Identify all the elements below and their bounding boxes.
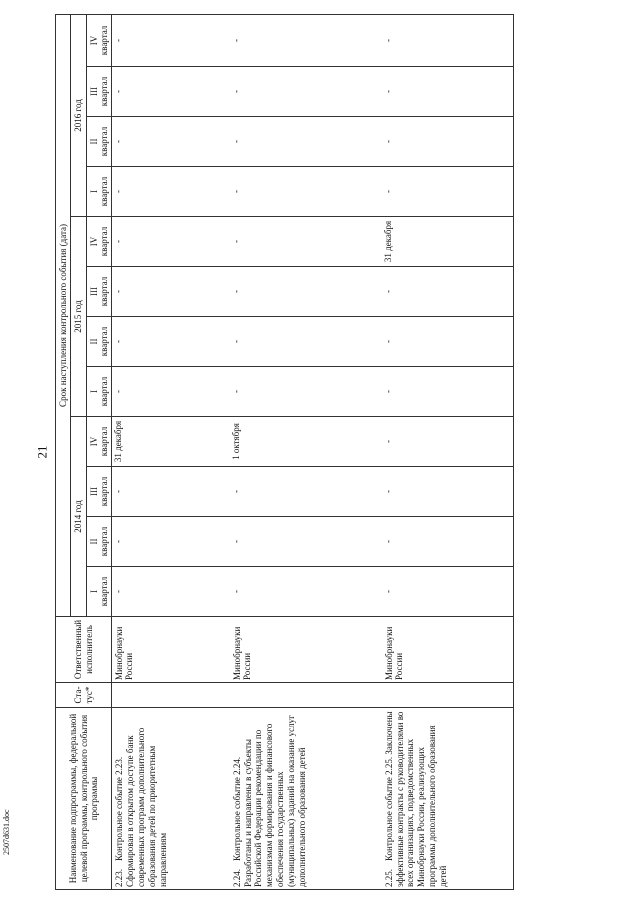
page-number: 21 <box>34 445 50 459</box>
event-name: 2.25.Контрольное событие 2.25. Заключены эффективные контракты с руководителями во всех организациях, подведомственных Минобрнауки России, реализующих программы дополнительного образования детей <box>382 708 514 890</box>
date-cell: - <box>112 14 230 66</box>
date-cell: - <box>112 367 230 417</box>
date-cell: - <box>382 567 514 617</box>
date-cell: - <box>112 567 230 617</box>
table-row <box>112 14 230 889</box>
date-cell: - <box>230 517 382 567</box>
header-quarter: III квартал <box>86 467 112 517</box>
date-cell: - <box>230 567 382 617</box>
date-cell: - <box>382 117 514 167</box>
date-cell: - <box>112 167 230 217</box>
date-cell: - <box>230 14 382 66</box>
date-cell: 31 декабря <box>112 417 230 467</box>
rotated-sheet <box>55 15 615 890</box>
date-cell: - <box>112 217 230 267</box>
date-cell: - <box>230 317 382 367</box>
date-cell: - <box>382 367 514 417</box>
document-code: 2507d631.doc <box>2 809 11 855</box>
header-row-top <box>56 14 71 889</box>
date-cell: - <box>382 467 514 517</box>
date-cell: - <box>382 14 514 66</box>
date-cell: - <box>112 267 230 317</box>
date-cell: - <box>230 467 382 517</box>
header-quarter: I квартал <box>86 567 112 617</box>
header-quarter: IV квартал <box>86 217 112 267</box>
header-quarter: I квартал <box>86 367 112 417</box>
date-cell: - <box>382 67 514 117</box>
date-cell: - <box>382 267 514 317</box>
header-quarter: II квартал <box>86 317 112 367</box>
date-cell: - <box>230 367 382 417</box>
date-cell: - <box>230 67 382 117</box>
header-year-2014: 2014 год <box>71 417 86 617</box>
date-cell: - <box>112 467 230 517</box>
header-dates: Срок наступления контрольного события (дата) <box>56 14 71 616</box>
event-status <box>112 683 230 708</box>
header-quarter: III квартал <box>86 67 112 117</box>
table-row <box>382 14 514 889</box>
header-quarter: IV квартал <box>86 417 112 467</box>
date-cell: - <box>112 317 230 367</box>
event-name: 2.24.Контрольное событие 2.24. Разработаны и направлены в субъекты Российской Федерации рекомендации по механизмам формирования и финансового обеспечения государственных (муниципальных) заданий на оказание услуг дополнительного образования детей <box>230 708 382 890</box>
date-cell: - <box>230 117 382 167</box>
event-executor: Минобрнауки России <box>382 617 514 683</box>
date-cell: - <box>230 167 382 217</box>
header-status: Ста-тус* <box>56 683 112 708</box>
date-cell: - <box>230 267 382 317</box>
header-name: Наименование подпрограммы, федеральной целевой программы, контрольного события программы <box>56 708 112 890</box>
date-cell: - <box>112 67 230 117</box>
header-quarter: III квартал <box>86 267 112 317</box>
header-year-2015: 2015 год <box>71 217 86 417</box>
event-status <box>230 683 382 708</box>
event-executor: Минобрнауки России <box>112 617 230 683</box>
date-cell: - <box>382 417 514 467</box>
date-cell: - <box>112 117 230 167</box>
date-cell: - <box>382 517 514 567</box>
control-events-table <box>55 14 514 890</box>
event-status <box>382 683 514 708</box>
header-quarter: IV квартал <box>86 14 112 66</box>
event-executor: Минобрнауки России <box>230 617 382 683</box>
header-quarter: I квартал <box>86 167 112 217</box>
header-quarter: II квартал <box>86 517 112 567</box>
header-year-2016: 2016 год <box>71 14 86 216</box>
event-name: 2.23.Контрольное событие 2.23. Сформирован в открытом доступе банк современных программ дополнительного образования детей по приоритетным направлениям <box>112 708 230 890</box>
table-row <box>230 14 382 889</box>
header-quarter: II квартал <box>86 117 112 167</box>
date-cell: 31 декабря <box>382 217 514 267</box>
date-cell: 1 октября <box>230 417 382 467</box>
header-executor: Ответственный исполнитель <box>56 617 112 683</box>
date-cell: - <box>382 167 514 217</box>
date-cell: - <box>230 217 382 267</box>
date-cell: - <box>112 517 230 567</box>
date-cell: - <box>382 317 514 367</box>
